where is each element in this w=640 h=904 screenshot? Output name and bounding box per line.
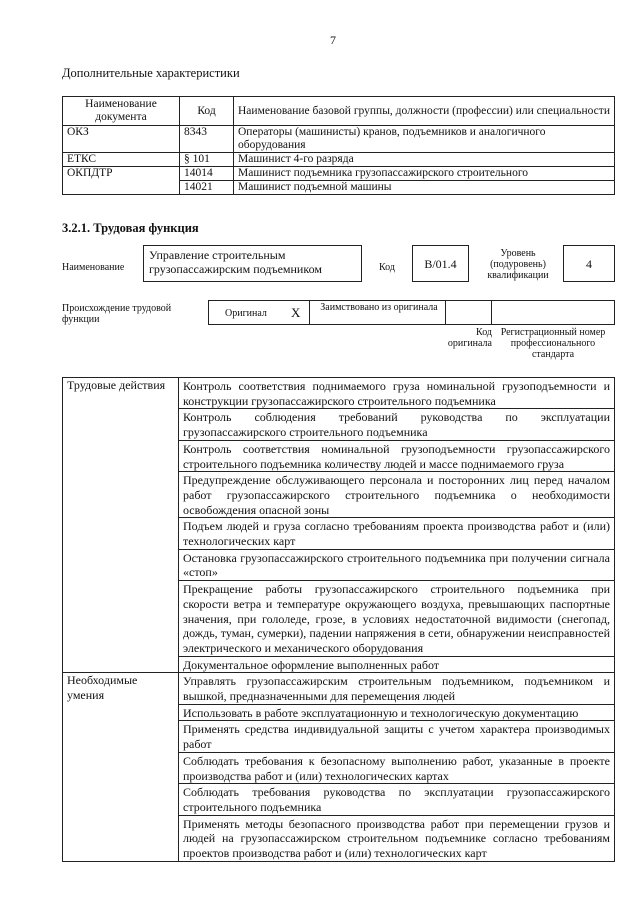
label-cell-empty [63, 581, 179, 657]
skills-label: Необходимые умения [63, 673, 179, 704]
row-code: 8343 [180, 126, 234, 153]
label-cell-empty [63, 440, 179, 471]
registration-number-label: Регистрационный номер профессионального стандарта [500, 327, 606, 360]
table-row [63, 181, 615, 195]
row-doc: ЕТКС [63, 153, 180, 167]
label-cell-empty [63, 752, 179, 783]
label-cell-empty [63, 518, 179, 549]
label-cell-empty [63, 656, 179, 673]
labor-action-item: Остановка грузопассажирского строительного подъемника при получении сигнала «стоп» [179, 549, 615, 580]
name-label: Наименование [62, 262, 125, 273]
table-row [63, 704, 615, 721]
row-doc: ОКЗ [63, 126, 180, 153]
table-row [63, 167, 615, 181]
qualification-level-label: Уровень (подуровень) квалификации [487, 248, 549, 281]
skill-item: Применять средства индивидуальной защиты с учетом характера производимых работ [179, 721, 615, 752]
row-code: 14021 [180, 181, 234, 195]
table-row [63, 126, 615, 153]
origin-row [208, 300, 615, 325]
table-row [63, 656, 615, 673]
table-row [63, 815, 615, 861]
function-name-box: Управление строительным грузопассажирским подъемником [143, 245, 362, 282]
skill-item: Применять методы безопасного производства работ при перемещении грузов и людей на грузопассажирском строительном подъемнике согласно требованиям проектов производства работ и (или) технологических карт [179, 815, 615, 861]
labor-actions-label: Трудовые действия [63, 378, 179, 409]
page-number: 7 [330, 33, 336, 47]
original-mark: X [291, 305, 301, 320]
table-row [63, 673, 615, 704]
row-code: 14014 [180, 167, 234, 181]
label-cell-empty [63, 721, 179, 752]
skill-item: Соблюдать требования к безопасному выполнению работ, указанные в проекте производства работ и (или) технологических картах [179, 752, 615, 783]
table-row [63, 153, 615, 167]
table-row [63, 784, 615, 815]
table-row [63, 721, 615, 752]
table-header-row [63, 97, 615, 126]
labor-action-item: Документальное оформление выполненных работ [179, 656, 615, 673]
table-row [63, 549, 615, 580]
code-label: Код [379, 262, 395, 273]
divider [309, 301, 310, 324]
labor-action-item: Контроль соответствия номинальной грузоподъемности грузопассажирского строительного подъемника количеству людей и массе поднимаемого груза [179, 440, 615, 471]
skill-item: Использовать в работе эксплуатационную и технологическую документацию [179, 704, 615, 721]
label-cell-empty [63, 472, 179, 518]
label-cell-empty [63, 409, 179, 440]
additional-characteristics-table [62, 96, 615, 195]
additional-characteristics-title: Дополнительные характеристики [62, 66, 240, 80]
labor-function-table [62, 377, 615, 862]
divider [445, 301, 446, 324]
labor-action-item: Контроль соответствия поднимаемого груза номинальной грузоподъемности и конструкции грузопассажирского строительного подъемника [179, 378, 615, 409]
row-name: Операторы (машинисты) кранов, подъемников и аналогичного оборудования [234, 126, 615, 153]
labor-action-item: Контроль соблюдения требований руководства по эксплуатации грузопассажирского строительного подъемника [179, 409, 615, 440]
function-code-box: B/01.4 [412, 245, 469, 282]
label-cell-empty [63, 784, 179, 815]
row-doc: ОКПДТР [63, 167, 180, 181]
table-row [63, 472, 615, 518]
label-cell-empty [63, 815, 179, 861]
skill-item: Управлять грузопассажирским строительным подъемником, подъемником и вышкой, предназначенными для перемещения людей [179, 673, 615, 704]
label-cell-empty [63, 549, 179, 580]
row-name: Машинист 4-го разряда [234, 153, 615, 167]
skill-item: Соблюдать требования руководства по эксплуатации грузопассажирского строительного подъемника [179, 784, 615, 815]
qualification-level-box: 4 [563, 245, 615, 282]
labor-function-title: 3.2.1. Трудовая функция [62, 221, 199, 235]
labor-action-item: Подъем людей и груза согласно требованиям проекта производства работ и (или) технологических карт [179, 518, 615, 549]
table-row [63, 752, 615, 783]
table-row [63, 440, 615, 471]
divider [491, 301, 492, 324]
row-name: Машинист подъемника грузопассажирского строительного [234, 167, 615, 181]
table-row [63, 378, 615, 409]
labor-action-item: Прекращение работы грузопассажирского строительного подъемника при скорости ветра и температуре окружающего воздуха, превышающих паспортные значения, при гололеде, грозе, в условиях недостаточной видимости (снегопад, дождь, туман, сумерки), падении напряжения в сети, обнаружении неисправностей электрического и механического оборудования [179, 581, 615, 657]
row-doc [63, 181, 180, 195]
labor-action-item: Предупреждение обслуживающего персонала и посторонних лиц перед началом работ грузопассажирского строительного подъемника о необходимости освобождения опасной зоны [179, 472, 615, 518]
table-row [63, 518, 615, 549]
code-original-label: Код оригинала [447, 327, 492, 349]
original-label: Оригинал [225, 308, 267, 319]
header-group-name: Наименование базовой группы, должности (профессии) или специальности [234, 97, 615, 126]
header-document: Наименование документа [63, 97, 180, 126]
header-code: Код [180, 97, 234, 126]
table-row [63, 581, 615, 657]
table-row [63, 409, 615, 440]
borrowed-label: Заимствовано из оригинала [320, 302, 438, 313]
origin-label: Происхождение трудовой функции [62, 303, 172, 325]
label-cell-empty [63, 704, 179, 721]
row-code: § 101 [180, 153, 234, 167]
row-name: Машинист подъемной машины [234, 181, 615, 195]
